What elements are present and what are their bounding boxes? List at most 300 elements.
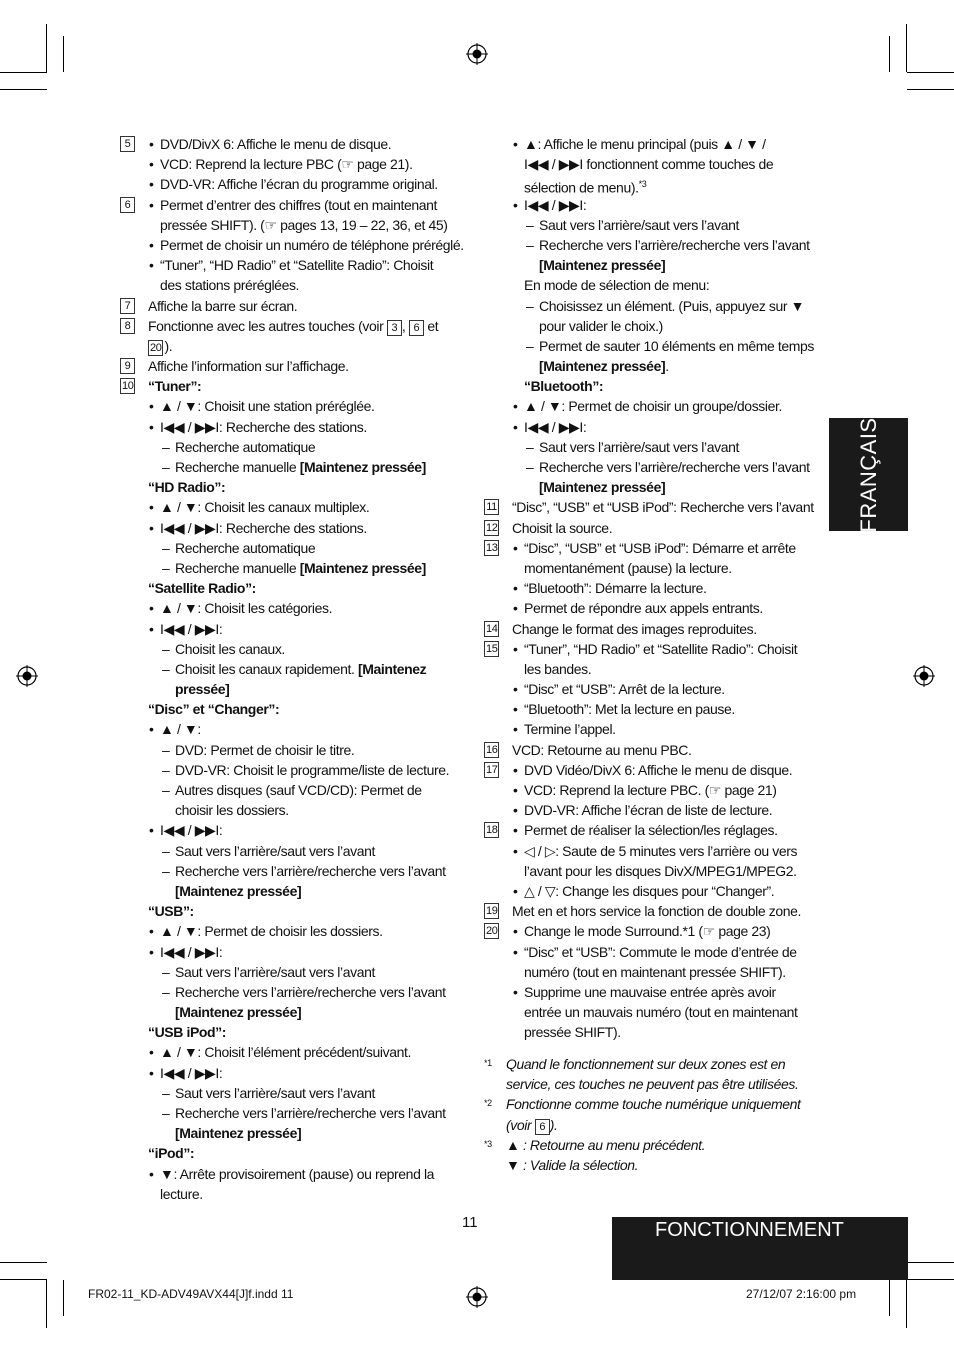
line-text: Fonctionne avec les autres touches (voir 3 , 6 et bbox=[148, 317, 439, 334]
bullet-mark: • bbox=[513, 701, 518, 718]
footnote-text bbox=[506, 1155, 638, 1175]
line-text bbox=[524, 699, 735, 719]
text-line bbox=[120, 215, 465, 235]
line-text bbox=[539, 356, 669, 376]
bullet-mark: • bbox=[149, 519, 154, 536]
bullet-mark: • bbox=[513, 721, 518, 738]
line-text-content: Recherche vers l’arrière/recherche vers l’avant bbox=[175, 1105, 446, 1121]
bullet-mark: • bbox=[149, 600, 154, 617]
text-line bbox=[120, 800, 465, 820]
crop-mark bbox=[906, 24, 907, 72]
bullet-mark: • bbox=[513, 782, 518, 798]
bullet-mark: • bbox=[149, 1064, 154, 1081]
crop-mark bbox=[46, 24, 47, 72]
line-text-content: ◁ / ▷: Saute de 5 minutes vers l’arrière ou vers bbox=[524, 842, 798, 859]
footnote-line bbox=[484, 1135, 826, 1155]
text-line bbox=[120, 356, 465, 376]
text-line bbox=[120, 1123, 465, 1143]
line-text bbox=[539, 457, 810, 477]
text-line bbox=[484, 538, 826, 558]
text-line bbox=[484, 659, 826, 679]
line-text-content: lecture. bbox=[160, 1185, 203, 1202]
line-text bbox=[539, 316, 663, 336]
item-number-box: 17 bbox=[486, 763, 498, 776]
footnote-text-content: Quand le fonctionnement sur deux zones est en bbox=[506, 1056, 786, 1072]
line-text bbox=[160, 921, 383, 941]
text-line bbox=[120, 760, 465, 780]
section-footer-tab bbox=[612, 1217, 908, 1280]
line-text-content: Recherche manuelle bbox=[175, 559, 300, 576]
footnote-mark: *3 bbox=[484, 1138, 492, 1149]
crop-mark bbox=[889, 1280, 890, 1316]
text-line bbox=[120, 841, 465, 861]
bullet-mark: • bbox=[149, 398, 154, 415]
line-text bbox=[160, 154, 413, 174]
text-line bbox=[484, 699, 826, 719]
footnote-line bbox=[484, 1094, 826, 1114]
line-text bbox=[148, 477, 225, 497]
crop-mark bbox=[63, 36, 64, 72]
registration-mark-icon bbox=[466, 1286, 488, 1308]
line-text-content: Permet de sauter 10 éléments en même temps bbox=[539, 337, 815, 354]
text-line bbox=[484, 841, 826, 861]
line-text bbox=[148, 376, 201, 396]
line-text-content: Choisit les canaux. bbox=[175, 640, 285, 657]
text-line bbox=[484, 578, 826, 598]
line-text-content: Recherche automatique bbox=[175, 438, 316, 455]
line-text bbox=[175, 800, 289, 820]
line-text bbox=[524, 154, 773, 174]
line-text-content: pressée] bbox=[175, 681, 230, 698]
line-text bbox=[539, 255, 665, 275]
line-text-content: les bandes. bbox=[524, 660, 592, 677]
dash-mark: – bbox=[162, 1084, 170, 1101]
item-number-box: 6 bbox=[120, 197, 135, 213]
line-text-content: ▲ / ▼: Choisit les canaux multiplex. bbox=[160, 499, 370, 516]
text-line bbox=[484, 558, 826, 578]
text-line bbox=[484, 134, 826, 154]
line-text-content: numéro (tout en maintenant pressée SHIFT). bbox=[524, 963, 786, 980]
crop-mark bbox=[907, 1279, 954, 1280]
item-number-box: 11 bbox=[484, 499, 499, 515]
line-text-content: l’avant pour les disques DivX/MPEG1/MPEG2. bbox=[524, 862, 797, 879]
text-line bbox=[120, 962, 465, 982]
line-text-content: I◀◀ / ▶▶I: Recherche des stations. bbox=[160, 418, 367, 435]
item-number-box: 5 bbox=[120, 136, 135, 152]
line-text bbox=[160, 396, 374, 416]
text-line bbox=[120, 619, 465, 639]
bullet-mark: • bbox=[513, 418, 518, 435]
line-text-content: ▲ / ▼: Permet de choisir un groupe/dossier. bbox=[524, 398, 782, 415]
item-number-box: 15 bbox=[486, 642, 498, 655]
footnote-mark: *2 bbox=[484, 1098, 492, 1109]
crop-mark bbox=[0, 89, 47, 90]
text-line bbox=[484, 437, 826, 457]
text-line bbox=[120, 1022, 465, 1042]
line-text bbox=[175, 1083, 375, 1103]
page-number: 11 bbox=[462, 1214, 478, 1231]
text-line bbox=[120, 457, 465, 477]
crop-mark bbox=[906, 1280, 907, 1328]
line-text bbox=[524, 598, 763, 618]
language-tab bbox=[829, 418, 908, 531]
text-line bbox=[120, 437, 465, 457]
line-text bbox=[524, 558, 732, 578]
bullet-mark: • bbox=[149, 721, 154, 738]
line-text bbox=[524, 861, 797, 881]
dash-mark: – bbox=[162, 963, 170, 980]
dash-mark: – bbox=[162, 438, 170, 455]
line-text bbox=[524, 800, 772, 820]
line-text-content: Choisit la source. bbox=[512, 519, 613, 536]
text-line bbox=[120, 316, 465, 336]
text-line bbox=[120, 1063, 465, 1083]
line-text bbox=[175, 659, 426, 679]
line-text-content: ▲ / ▼: Permet de choisir les dossiers. bbox=[160, 923, 383, 940]
item-number-box: 20 bbox=[150, 341, 162, 354]
line-text-content: [Maintenez pressée] bbox=[539, 479, 666, 496]
text-line bbox=[120, 719, 465, 739]
line-text-content: VCD: Reprend la lecture PBC. (☞ page 21) bbox=[524, 782, 777, 798]
line-text bbox=[539, 477, 665, 497]
line-text-content: En mode de sélection de menu: bbox=[524, 277, 710, 294]
line-text-content: DVD: Permet de choisir le titre. bbox=[175, 741, 355, 758]
date-info: 27/12/07 2:16:00 pm bbox=[746, 1287, 857, 1301]
bullet-mark: • bbox=[513, 640, 518, 657]
line-text bbox=[160, 598, 332, 618]
footnote-text bbox=[506, 1054, 785, 1074]
bullet-mark: • bbox=[149, 822, 154, 839]
line-text bbox=[524, 780, 777, 800]
line-text-content: Saut vers l’arrière/saut vers l’avant bbox=[539, 216, 739, 233]
crop-mark bbox=[907, 72, 954, 73]
item-number-box: 14 bbox=[486, 622, 498, 635]
dash-mark: – bbox=[162, 842, 170, 859]
item-number-box: 6 bbox=[409, 320, 424, 336]
line-text-content: I◀◀ / ▶▶I: bbox=[160, 943, 223, 960]
line-text bbox=[148, 296, 297, 316]
line-text bbox=[524, 639, 797, 659]
line-text-content: VCD: Retourne au menu PBC. bbox=[512, 741, 692, 758]
bullet-mark: • bbox=[149, 156, 154, 173]
bullet-mark: • bbox=[513, 983, 518, 1000]
text-line bbox=[484, 820, 826, 840]
line-text bbox=[160, 215, 448, 235]
line-text bbox=[148, 578, 256, 598]
line-text-content: Recherche manuelle bbox=[175, 459, 300, 475]
footnote-text bbox=[506, 1074, 798, 1094]
line-text-content: Affiche la barre sur écran. bbox=[148, 297, 298, 314]
item-number-box: 16 bbox=[486, 743, 498, 756]
text-line bbox=[120, 578, 465, 598]
text-line bbox=[484, 1002, 826, 1022]
line-text bbox=[524, 396, 782, 416]
line-text bbox=[524, 881, 774, 901]
line-text-content: ▼: Arrête provisoirement (pause) ou reprend la bbox=[160, 1165, 435, 1182]
text-line bbox=[484, 275, 826, 295]
line-text-content: I◀◀ / ▶▶I: bbox=[160, 822, 223, 839]
line-text-content: “Tuner”: bbox=[148, 378, 202, 395]
right-column bbox=[484, 134, 826, 1042]
text-line bbox=[484, 719, 826, 739]
text-line bbox=[120, 336, 465, 356]
text-line bbox=[484, 477, 826, 497]
line-text-content: I◀◀ / ▶▶I: bbox=[524, 418, 587, 435]
line-text bbox=[524, 942, 797, 962]
line-text bbox=[160, 942, 222, 962]
text-line bbox=[484, 942, 826, 962]
crop-mark bbox=[63, 1280, 64, 1316]
text-line bbox=[484, 800, 826, 820]
line-text bbox=[524, 962, 786, 982]
line-text-content: ▲ / ▼: Choisit les catégories. bbox=[160, 600, 333, 617]
item-number-box: 18 bbox=[486, 824, 498, 837]
crop-mark bbox=[0, 1279, 47, 1280]
line-text-content: Saut vers l’arrière/saut vers l’avant bbox=[175, 1084, 375, 1101]
bullet-mark: • bbox=[513, 842, 518, 859]
line-text-content: entrée un mauvais numéro (tout en maintenant bbox=[524, 1004, 798, 1021]
line-text-content: △ / ▽: Change les disques pour “Changer”. bbox=[524, 882, 775, 899]
text-line bbox=[120, 195, 465, 215]
bullet-mark: • bbox=[149, 176, 154, 193]
line-text-content: Recherche vers l’arrière/recherche vers l’avant bbox=[539, 459, 810, 475]
text-line bbox=[120, 538, 465, 558]
line-text bbox=[175, 881, 301, 901]
crop-mark bbox=[907, 1262, 954, 1263]
text-line bbox=[120, 921, 465, 941]
text-line bbox=[484, 679, 826, 699]
line-text-content: momentanément (pause) la lecture. bbox=[524, 559, 732, 576]
bold-text: [Maintenez bbox=[357, 660, 427, 677]
line-text-content: VCD: Reprend la lecture PBC (☞ page 21). bbox=[160, 156, 413, 173]
text-line bbox=[484, 417, 826, 437]
line-text-content: ▲ / ▼: Choisit l’élément précédent/suivant. bbox=[160, 1044, 411, 1061]
bullet-mark: • bbox=[149, 620, 154, 637]
text-line bbox=[120, 477, 465, 497]
dash-mark: – bbox=[162, 640, 170, 657]
line-text bbox=[148, 1143, 194, 1163]
line-text-content: DVD/DivX 6: Affiche le menu de disque. bbox=[160, 136, 392, 152]
line-text bbox=[512, 901, 801, 921]
line-text bbox=[175, 780, 422, 800]
line-text bbox=[524, 760, 792, 780]
text-line bbox=[484, 195, 826, 215]
text-line bbox=[484, 760, 826, 780]
crop-mark bbox=[0, 72, 47, 73]
text-line bbox=[484, 639, 826, 659]
line-text bbox=[160, 255, 433, 275]
text-line bbox=[484, 215, 826, 235]
line-text-content: “iPod”: bbox=[148, 1145, 195, 1162]
text-line bbox=[120, 639, 465, 659]
line-text-content: Recherche vers l’arrière/recherche vers l’avant bbox=[175, 862, 446, 879]
text-line bbox=[120, 881, 465, 901]
footnote-text-content: ). bbox=[549, 1116, 558, 1133]
text-line bbox=[120, 901, 465, 921]
line-text-content: Fonctionne avec les autres touches (voir bbox=[148, 317, 387, 334]
text-line bbox=[484, 619, 826, 639]
line-text-content: I◀◀ / ▶▶I: bbox=[160, 620, 223, 637]
line-text-content: “HD Radio”: bbox=[148, 479, 226, 496]
text-line bbox=[484, 901, 826, 921]
line-text bbox=[160, 1184, 203, 1204]
bullet-mark: • bbox=[149, 943, 154, 960]
bullet-mark: • bbox=[513, 923, 518, 940]
footnote-line bbox=[484, 1115, 826, 1135]
line-text bbox=[175, 558, 426, 578]
line-text bbox=[524, 578, 707, 598]
text-line bbox=[120, 942, 465, 962]
text-line bbox=[120, 1002, 465, 1022]
bullet-mark: • bbox=[513, 196, 518, 213]
line-text-content: “Satellite Radio”: bbox=[148, 580, 256, 597]
bullet-mark: • bbox=[149, 196, 154, 213]
line-text bbox=[160, 1164, 434, 1184]
text-line bbox=[120, 780, 465, 800]
bullet-mark: • bbox=[513, 600, 518, 617]
text-line bbox=[120, 275, 465, 295]
bullet-mark: • bbox=[149, 499, 154, 516]
text-line bbox=[120, 518, 465, 538]
line-text bbox=[148, 356, 349, 376]
text-line bbox=[120, 659, 465, 679]
bullet-mark: • bbox=[513, 136, 518, 152]
line-text bbox=[160, 1042, 411, 1062]
text-line bbox=[484, 982, 826, 1002]
line-text bbox=[148, 901, 194, 921]
text-line bbox=[120, 1184, 465, 1204]
text-line bbox=[120, 740, 465, 760]
text-line bbox=[120, 396, 465, 416]
line-text bbox=[524, 134, 766, 154]
footnotes bbox=[484, 1054, 826, 1175]
line-text bbox=[160, 820, 222, 840]
dash-mark: – bbox=[526, 216, 534, 233]
line-text-content: Autres disques (sauf VCD/CD): Permet de bbox=[175, 782, 422, 798]
text-line bbox=[120, 1083, 465, 1103]
text-line bbox=[120, 1042, 465, 1062]
line-text bbox=[160, 275, 299, 295]
line-text bbox=[524, 1002, 797, 1022]
line-text bbox=[524, 659, 591, 679]
line-text-content: [Maintenez pressée] bbox=[539, 257, 666, 274]
text-line bbox=[484, 457, 826, 477]
line-text-content: pressée SHIFT). (☞ pages 13, 19 – 22, 36, et 45) bbox=[160, 216, 448, 233]
line-text-content: Permet d’entrer des chiffres (tout en maintenant bbox=[160, 196, 438, 213]
line-text bbox=[512, 518, 612, 538]
line-text-content: DVD Vidéo/DivX 6: Affiche le menu de disque. bbox=[524, 761, 793, 778]
line-text-content: Affiche l’information sur l’affichage. bbox=[148, 358, 349, 375]
bullet-mark: • bbox=[149, 923, 154, 940]
left-column bbox=[120, 134, 465, 1204]
footnote-text bbox=[506, 1094, 800, 1114]
line-text-content: Change le mode Surround.*1 (☞ page 23) bbox=[524, 923, 771, 940]
crop-mark bbox=[907, 89, 954, 90]
line-text-content: “Tuner”, “HD Radio” et “Satellite Radio”: Choisit bbox=[160, 257, 434, 274]
line-text bbox=[524, 538, 796, 558]
line-text bbox=[160, 417, 367, 437]
line-text-content: pressée SHIFT). bbox=[524, 1024, 621, 1041]
text-line bbox=[484, 296, 826, 316]
line-text bbox=[524, 921, 770, 941]
footnote-text-content: (voir bbox=[506, 1116, 535, 1133]
line-text bbox=[175, 861, 446, 881]
line-text bbox=[175, 639, 285, 659]
line-text-content: I◀◀ / ▶▶I fonctionnent comme touches de bbox=[524, 156, 774, 173]
item-number-box: 6 bbox=[535, 1119, 550, 1135]
line-text bbox=[524, 417, 586, 437]
text-line bbox=[120, 1164, 465, 1184]
line-text-content: “Bluetooth”: Démarre la lecture. bbox=[524, 580, 707, 597]
text-line bbox=[484, 336, 826, 356]
footnote-text-content: ▲ : Retourne au menu précédent. bbox=[506, 1136, 706, 1153]
line-text bbox=[175, 457, 426, 477]
footnote-line bbox=[484, 1054, 826, 1074]
line-text-content: [Maintenez pressée] bbox=[539, 358, 666, 375]
line-text bbox=[539, 235, 810, 255]
line-text-content: “Bluetooth”: bbox=[524, 378, 604, 395]
line-text bbox=[539, 336, 814, 356]
line-text bbox=[175, 1002, 301, 1022]
line-text bbox=[175, 1123, 301, 1143]
dash-mark: – bbox=[162, 862, 170, 879]
text-line bbox=[484, 255, 826, 275]
section-footer-label: FONCTIONNEMENT bbox=[655, 1219, 844, 1241]
text-line bbox=[484, 861, 826, 881]
language-tab-label: FRANÇAIS bbox=[855, 416, 881, 533]
text-line bbox=[484, 154, 826, 174]
bullet-mark: • bbox=[149, 257, 154, 274]
line-text-content: Recherche vers l’arrière/recherche vers l’avant bbox=[539, 236, 810, 253]
line-text bbox=[160, 134, 391, 154]
item-number-box: 8 bbox=[120, 318, 135, 334]
text-line bbox=[120, 134, 465, 154]
line-text-content: “Disc” et “USB”: Arrêt de la lecture. bbox=[524, 681, 725, 698]
crop-mark bbox=[889, 36, 890, 72]
line-text-content: des stations préréglées. bbox=[160, 277, 300, 294]
line-text-content: “Disc” et “USB”: Commute le mode d’entrée de bbox=[524, 943, 797, 960]
line-text bbox=[524, 820, 778, 840]
line-text-content: Saut vers l’arrière/saut vers l’avant bbox=[175, 963, 375, 980]
text-line bbox=[120, 376, 465, 396]
line-text-content: I◀◀ / ▶▶I: bbox=[524, 196, 587, 213]
text-line bbox=[120, 1143, 465, 1163]
bullet-mark: • bbox=[513, 681, 518, 698]
item-number-box: 3 bbox=[387, 320, 402, 336]
line-text bbox=[160, 1063, 222, 1083]
line-text bbox=[175, 982, 446, 1002]
line-text-content: Choisit les canaux rapidement. bbox=[175, 660, 358, 677]
text-line bbox=[120, 296, 465, 316]
line-text-content: “Disc”, “USB” et “USB iPod”: Recherche vers l’avant bbox=[512, 499, 814, 516]
line-text bbox=[175, 437, 315, 457]
line-text bbox=[524, 982, 776, 1002]
text-line bbox=[120, 174, 465, 194]
item-number-box: 7 bbox=[120, 298, 135, 314]
line-text bbox=[512, 740, 691, 760]
crop-mark bbox=[0, 1262, 47, 1263]
line-text bbox=[148, 1022, 226, 1042]
footnote-text-content: ▼ : Valide la sélection. bbox=[506, 1156, 639, 1173]
bullet-mark: • bbox=[149, 1044, 154, 1061]
line-text bbox=[160, 518, 367, 538]
line-text-content: Saut vers l’arrière/saut vers l’avant bbox=[175, 842, 375, 859]
line-text bbox=[524, 275, 709, 295]
line-text-content: ▲ / ▼: bbox=[160, 721, 201, 738]
line-text bbox=[148, 336, 172, 356]
line-text-content: “Disc” et “Changer”: bbox=[148, 701, 280, 718]
crop-mark bbox=[46, 1280, 47, 1328]
